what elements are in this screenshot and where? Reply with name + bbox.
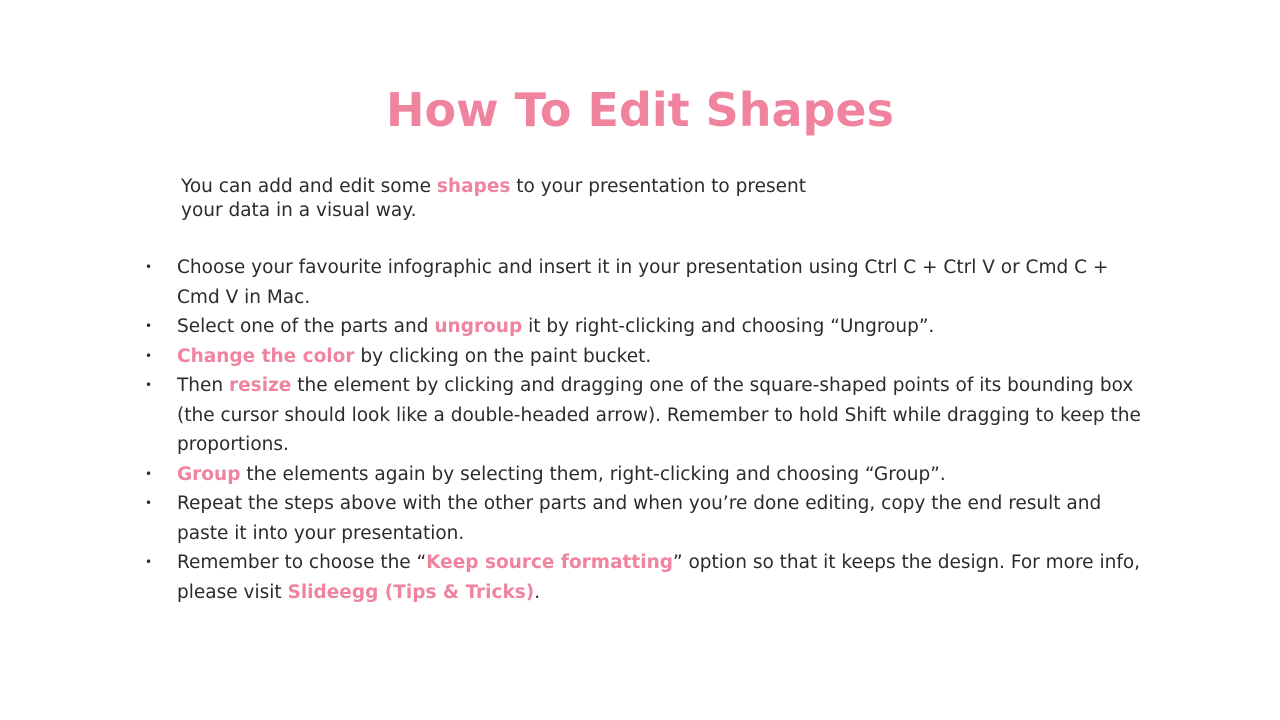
item-highlight: Keep source formatting — [426, 552, 673, 573]
list-item — [145, 371, 1145, 460]
item-highlight: Change the color — [177, 345, 355, 367]
item-text-after: ” option so that it keeps the design. For more info, please visit — [177, 552, 1141, 603]
item-text-after: it by right-clicking and choosing “Ungroup”. — [522, 316, 935, 337]
bullet-icon: • — [145, 378, 153, 392]
bullet-icon: • — [145, 555, 153, 569]
bullet-icon: • — [145, 496, 153, 510]
list-item — [145, 489, 1145, 548]
intro-paragraph — [181, 175, 841, 223]
item-text-after: by clicking on the paint bucket. — [354, 345, 652, 367]
list-item — [145, 253, 1145, 312]
slide-title: How To Edit Shapes — [385, 83, 895, 137]
item-text-before: Then — [177, 375, 230, 396]
list-item — [145, 548, 1145, 607]
item-text-before: Choose your favourite infographic and insert it in your presentation using Ctrl C + Ctrl V or Cmd C + Cmd V in Mac. — [177, 257, 1109, 308]
list-item — [145, 342, 1145, 372]
item-highlight: resize — [229, 375, 292, 396]
item-text-after-link: . — [534, 581, 541, 603]
item-text-after: the element by clicking and dragging one of the square-shaped points of its bounding box (the cursor should look like a double-headed arrow). Remember to hold Shift while dragging to keep the proportions. — [177, 375, 1141, 455]
bullet-icon: • — [145, 466, 153, 481]
item-text-before: Remember to choose the “ — [177, 552, 427, 573]
item-text-before: Select one of the parts and — [177, 316, 435, 337]
list-item — [145, 312, 1145, 342]
item-highlight: Group — [177, 463, 241, 485]
list-item — [145, 460, 1145, 490]
item-text-after: the elements again by selecting them, right-clicking and choosing “Group”. — [240, 463, 946, 485]
slideegg-link[interactable]: Slideegg (Tips & Tricks) — [287, 581, 535, 603]
intro-text-after: to your presentation to present your data in a visual way. — [181, 176, 806, 221]
bullet-icon: • — [145, 319, 153, 333]
intro-highlight: shapes — [436, 176, 511, 197]
item-highlight: ungroup — [434, 316, 523, 337]
intro-text-before: You can add and edit some — [181, 176, 437, 197]
instruction-list — [145, 253, 1145, 607]
bullet-icon: • — [145, 348, 153, 363]
item-text-before: Repeat the steps above with the other parts and when you’re done editing, copy the end result and paste it into your presentation. — [177, 493, 1102, 544]
bullet-icon: • — [145, 260, 153, 274]
